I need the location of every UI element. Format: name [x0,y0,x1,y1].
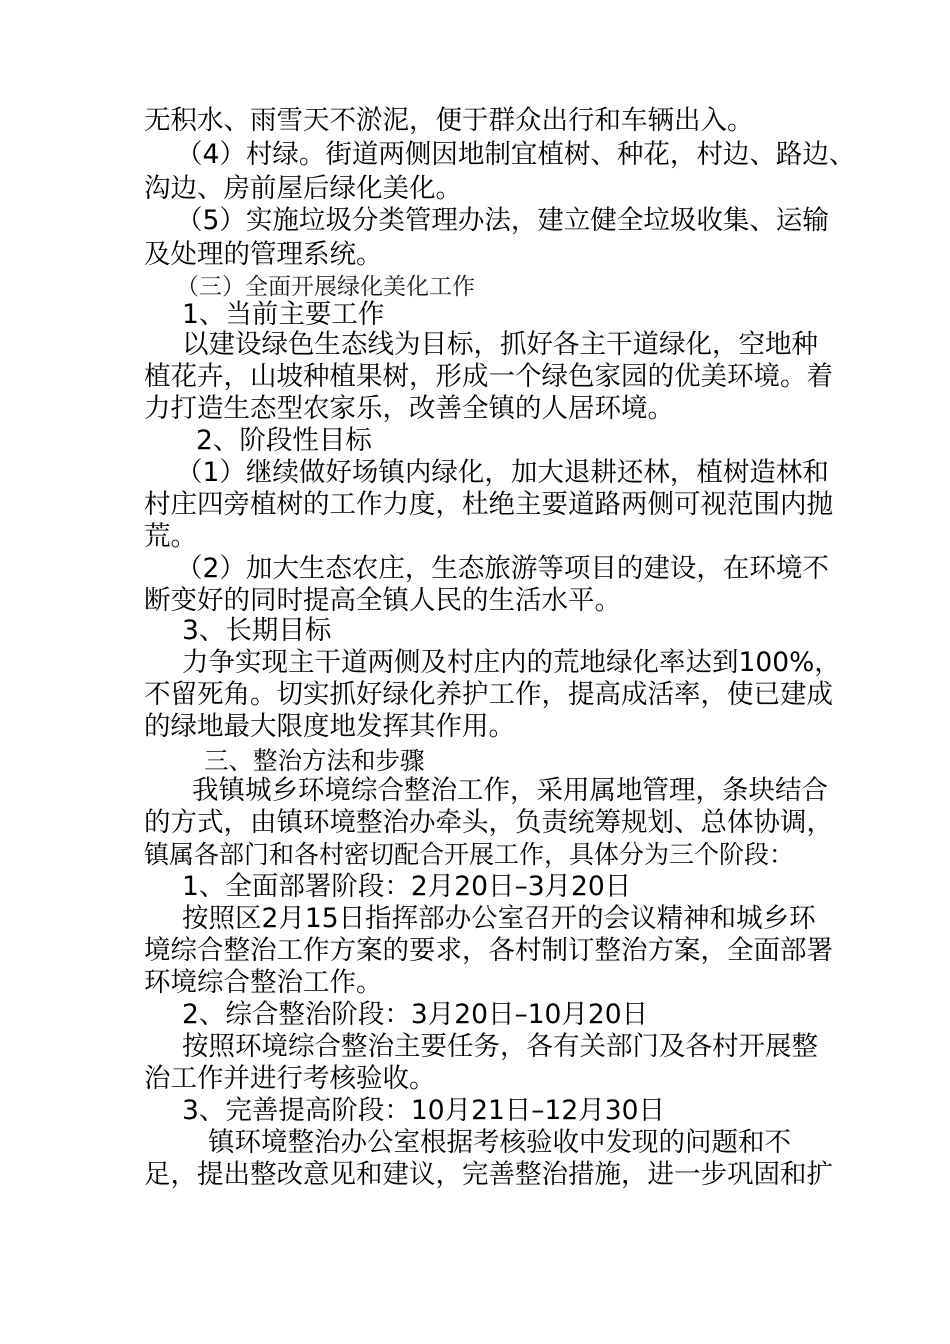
paragraph-line: 断变好的同时提高全镇人民的生活水平。 [144,585,621,616]
paragraph-line: （4）村绿。街道两侧因地制宜植树、种花，村边、路边、 [176,139,856,170]
paragraph-line: 镇属各部门和各村密切配合开展工作，具体分为三个阶段： [144,840,795,869]
section-heading: （三）全面开展绿化美化工作 [176,274,475,300]
subsection-heading: 1、当前主要工作 [182,299,385,330]
paragraph-line: （2）加大生态农庄，生态旅游等项目的建设，在环境不 [176,553,829,584]
stage-heading: 2、综合整治阶段：3月20日–10月20日 [182,999,649,1030]
paragraph-line: 的绿地最大限度地发挥其作用。 [144,711,515,742]
paragraph-line: 我镇城乡环境综合整治工作，采用属地管理，条块结合 [192,775,828,806]
paragraph-line: 及处理的管理系统。 [144,239,383,270]
paragraph-line: 按照环境综合整治主要任务，各有关部门及各村开展整 [182,1031,818,1062]
paragraph-line: 荒。 [144,521,197,552]
stage-heading: 3、完善提高阶段：10月21日–12月30日 [182,1095,665,1126]
paragraph-line: 不留死角。切实抓好绿化养护工作，提高成活率，使已建成 [144,679,833,710]
paragraph-line: （5）实施垃圾分类管理办法，建立健全垃圾收集、运输 [176,205,829,236]
paragraph-line: 治工作并进行考核验收。 [144,1063,436,1094]
paragraph-line: 植花卉，山坡种植果树，形成一个绿色家园的优美环境。着 [144,361,833,392]
paragraph-line: 境综合整治工作方案的要求，各村制订整治方案，全面部署 [144,935,833,966]
paragraph-line: 村庄四旁植树的工作力度，杜绝主要道路两侧可视范围内抛 [144,489,833,520]
paragraph-line: 沟边、房前屋后绿化美化。 [144,173,462,204]
paragraph-line: 的方式，由镇环境整治办牵头，负责统筹规划、总体协调， [144,807,833,838]
section-heading: 三、整治方法和步骤 [204,746,425,775]
paragraph-line: 环境综合整治工作。 [144,967,383,998]
paragraph-line: 足，提出整改意见和建议，完善整治措施，进一步巩固和扩 [144,1159,833,1190]
paragraph-line: 以建设绿色生态线为目标，抓好各主干道绿化，空地种 [182,329,818,360]
paragraph-line: 镇环境整治办公室根据考核验收中发现的问题和不 [208,1127,791,1158]
subsection-heading: 3、长期目标 [182,615,332,646]
paragraph-line: 力打造生态型农家乐，改善全镇的人居环境。 [144,393,674,424]
stage-heading: 1、全面部署阶段：2月20日–3月20日 [182,871,632,902]
paragraph-line: （1）继续做好场镇内绿化，加大退耕还林，植树造林和 [176,457,829,488]
paragraph-line: 按照区2月15日指挥部办公室召开的会议精神和城乡环 [182,903,816,934]
subsection-heading: 2、阶段性目标 [196,425,372,456]
paragraph-line: 无积水、雨雪天不淤泥，便于群众出行和车辆出入。 [144,105,754,136]
paragraph-line: 力争实现主干道两侧及村庄内的荒地绿化率达到100%， [182,647,841,678]
